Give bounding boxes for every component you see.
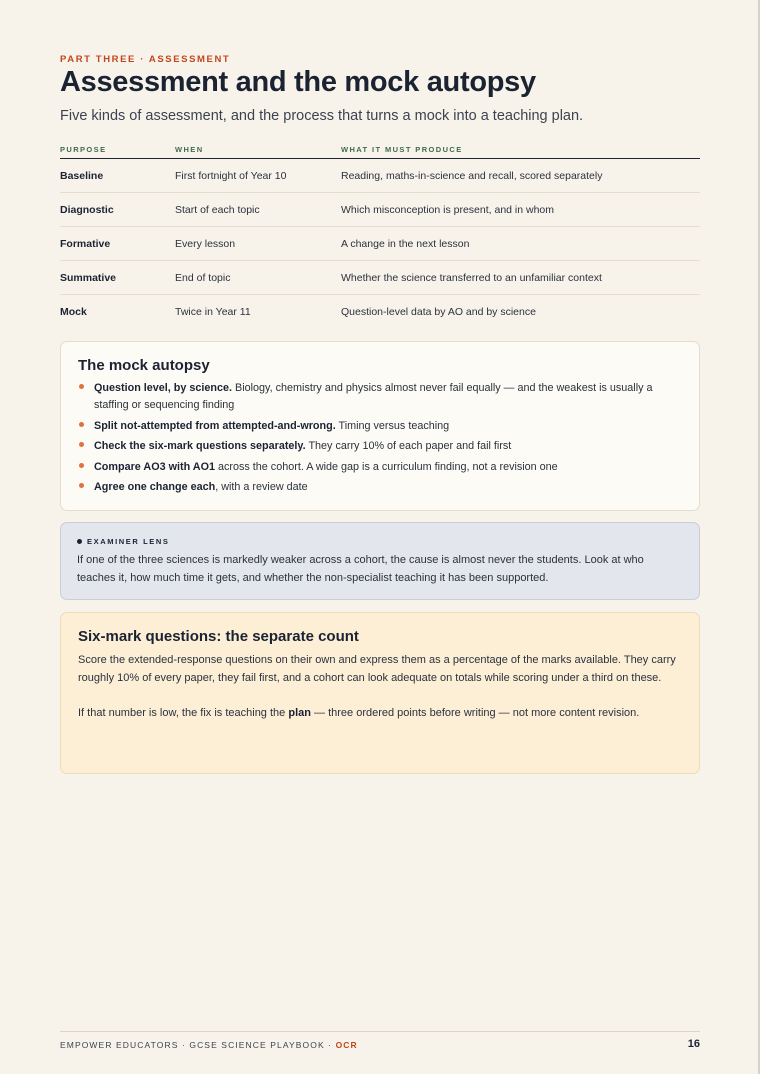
item-lead: Split not-attempted from attempted-and-wrong. — [94, 419, 336, 432]
examiner-lens-label-text: EXAMINER LENS — [87, 537, 170, 546]
table-row — [60, 295, 700, 329]
dot-icon — [77, 539, 82, 544]
footer-publication — [60, 1040, 358, 1050]
item-text: Biology, chemistry and physics almost never fail equally — and the weakest is usually a staffing or sequencing finding — [94, 382, 653, 411]
bullet-icon — [79, 422, 84, 427]
column-header-produce: WHAT IT MUST PRODUCE — [341, 140, 700, 159]
table-header-row — [60, 140, 700, 159]
page-footer — [60, 1031, 700, 1062]
table-row — [60, 193, 700, 227]
table-row — [60, 261, 700, 295]
cell-purpose: Summative — [60, 261, 175, 295]
section-eyebrow: PART THREE · ASSESSMENT — [60, 54, 231, 65]
six-mark-paragraph-1: Score the extended-response questions on their own and express them as a percentage of the marks available. They carry roughly 10% of every paper, they fail first, and a cohort can look adequate on totals while scoring under a third on these. — [78, 654, 676, 684]
cell-when: End of topic — [175, 261, 341, 295]
six-mark-title: Six-mark questions: the separate count — [78, 628, 359, 645]
item-lead: Compare AO3 with AO1 — [94, 460, 215, 473]
mock-autopsy-title: The mock autopsy — [78, 357, 210, 374]
list-item — [78, 479, 683, 496]
cell-purpose: Baseline — [60, 159, 175, 193]
six-mark-emphasis: plan — [288, 707, 311, 719]
item-text: Timing versus teaching — [335, 419, 450, 432]
cell-purpose: Mock — [60, 305, 87, 318]
footer-text: EMPOWER EDUCATORS · GCSE SCIENCE PLAYBOOK · — [60, 1040, 336, 1050]
cell-produce: Whether the science transferred to an unfamiliar context — [341, 261, 700, 295]
page-number: 16 — [687, 1038, 700, 1050]
list-item — [78, 380, 683, 414]
mock-autopsy-card — [60, 341, 700, 511]
footer-exam-board: OCR — [335, 1040, 358, 1050]
mock-autopsy-list — [78, 380, 683, 496]
table-row — [60, 227, 700, 261]
bullet-icon — [79, 463, 84, 468]
item-lead: Agree one change each — [94, 481, 216, 493]
item-text: They carry 10% of each paper and fail first — [305, 440, 512, 452]
cell-when: Every lesson — [175, 227, 341, 261]
item-lead: Check the six-mark questions separately. — [94, 440, 306, 452]
page-subtitle: Five kinds of assessment, and the process that turns a mock into a teaching plan. — [60, 108, 584, 124]
item-text: , with a review date — [215, 481, 308, 493]
item-lead: Question level, by science. — [94, 382, 233, 394]
list-item — [78, 438, 683, 455]
list-item — [78, 459, 683, 476]
bullet-icon — [79, 442, 84, 447]
cell-purpose: Formative — [60, 227, 175, 261]
six-mark-paragraph-2 — [78, 704, 683, 722]
cell-produce: Which misconception is present, and in whom — [341, 193, 700, 227]
list-item — [78, 418, 683, 435]
bullet-icon — [79, 483, 84, 488]
column-header-purpose: PURPOSE — [60, 140, 175, 159]
six-mark-text-before: If that number is low, the fix is teaching the — [78, 707, 289, 719]
cell-produce: Question-level data by AO and by science — [341, 305, 536, 318]
examiner-lens-callout — [60, 522, 700, 600]
six-mark-card — [60, 612, 700, 774]
examiner-lens-text: If one of the three sciences is markedly weaker across a cohort, the cause is almost never the students. Look at who teaches it, how much time it gets, and whether the non-specialist teaching it has been supported. — [77, 554, 644, 584]
six-mark-text-after: — three ordered points before writing — not more content revision. — [310, 707, 640, 719]
cell-purpose: Diagnostic — [60, 193, 175, 227]
column-header-when: WHEN — [175, 140, 341, 159]
item-text: across the cohort. A wide gap is a curriculum finding, not a revision one — [215, 460, 558, 473]
assessment-table — [60, 140, 700, 328]
cell-when: Twice in Year 11 — [175, 305, 251, 318]
page-title: Assessment and the mock autopsy — [60, 66, 536, 98]
table-row — [60, 159, 700, 193]
cell-produce: A change in the next lesson — [341, 227, 700, 261]
bullet-icon — [79, 384, 84, 389]
examiner-lens-label — [77, 537, 683, 546]
cell-produce: Reading, maths-in-science and recall, scored separately — [341, 159, 700, 193]
cell-when: First fortnight of Year 10 — [175, 159, 341, 193]
cell-when: Start of each topic — [175, 193, 341, 227]
